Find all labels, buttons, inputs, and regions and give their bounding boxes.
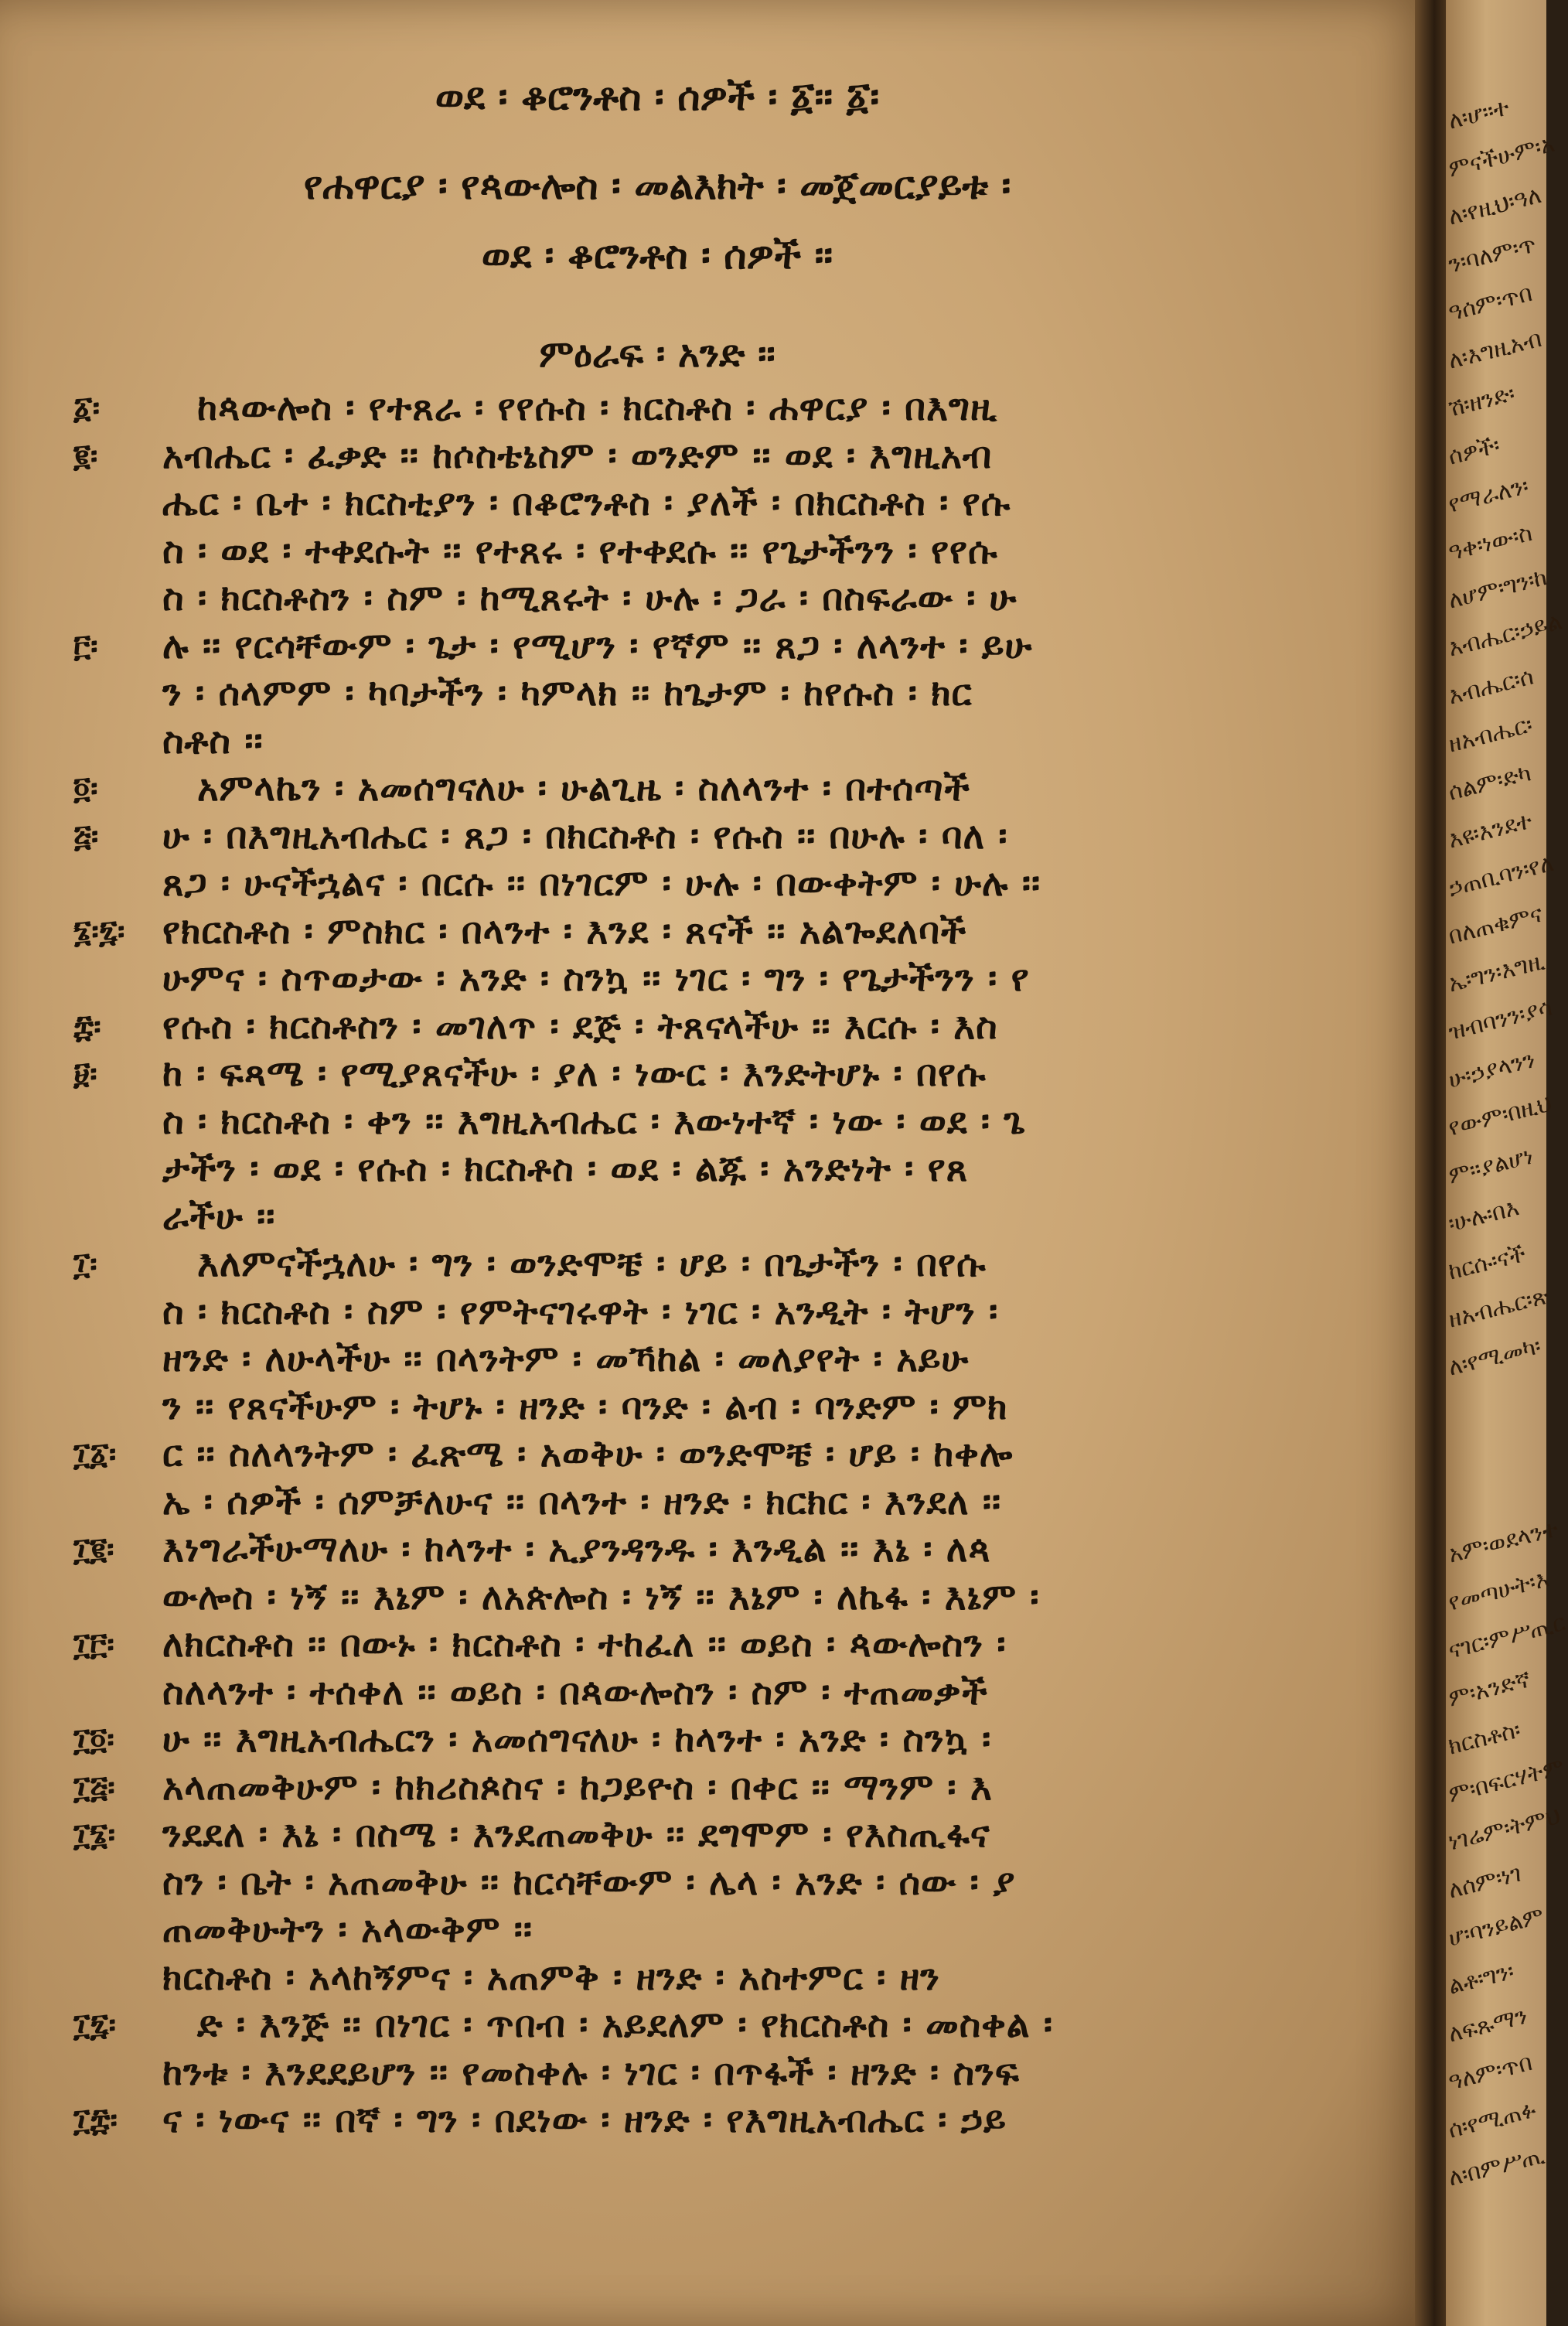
text-line: የክርስቶስ ፡ ምስክር ፡ በላንተ ፡ እንደ ፡ ጸናች ፡፡ አልጐደለባች bbox=[162, 909, 967, 953]
text-line: ር ፡፡ ስለላንትም ፡ ፈጽሜ ፡ አወቅሁ ፡ ወንድሞቼ ፡ ሆይ ፡ ከቀሎ bbox=[162, 1433, 1014, 1475]
facing-page-line: ፡ሁሉ፡በእ bbox=[1445, 1194, 1522, 1238]
facing-page-line: ም፡አንድኛ bbox=[1445, 1666, 1534, 1713]
facing-page-line: ም፡በፍርሃትም bbox=[1445, 1753, 1567, 1809]
text-line: ታችን ፡ ወደ ፡ የሱስ ፡ ክርስቶስ ፡ ወደ ፡ ልጁ ፡ አንድነት ፡ የጸ bbox=[162, 1148, 969, 1190]
text-line: ስቶስ ፡፡ bbox=[162, 719, 264, 762]
facing-page-line: ናገር፡ምሥጢር bbox=[1445, 1609, 1568, 1665]
facing-page-line: እዩ፡እንደተ bbox=[1445, 807, 1535, 854]
text-line: ጠመቅሁትን ፡ አላውቅም ፡፡ bbox=[162, 1908, 533, 1951]
facing-page-line: ለ፡የሚመካ፡ bbox=[1445, 1332, 1544, 1382]
text-line: ሁ ፡ በእግዚአብሔር ፡ ጸጋ ፡ በክርስቶስ ፡ የሱስ ፡፡ በሁሉ ፡ ባለ ፡ bbox=[162, 814, 1008, 858]
facing-page-line: ምናችሁም፡አ bbox=[1445, 130, 1558, 183]
facing-page-line: ም፡፡ያልሆነ bbox=[1445, 1142, 1536, 1190]
text-line: ንደደለ ፡ እኔ ፡ በስሜ ፡ እንደጠመቅሁ ፡፡ ደግሞም ፡ የእስጢፋና bbox=[162, 1813, 990, 1856]
verse-number: ፲፬፡ bbox=[73, 1721, 114, 1758]
text-line: አላጠመቅሁም ፡ ከክሪስጶስና ፡ ከጋይዮስ ፡ በቀር ፡፡ ማንም ፡ እ bbox=[162, 1765, 993, 1809]
verse-number: ፲፪፡ bbox=[73, 1531, 114, 1567]
verse-number: ፲፯፡ bbox=[73, 2007, 116, 2043]
book-subtitle: ወደ ፡ ቆሮንቶስ ፡ ሰዎች ፡፡ bbox=[481, 232, 833, 278]
facing-page-line: የመጣሁት፡እ bbox=[1445, 1565, 1553, 1617]
text-line: ስን ፡ ቤት ፡ አጠመቅሁ ፡፡ ከርሳቸውም ፡ ሌላ ፡ አንድ ፡ ሰው ፡ ያ bbox=[162, 1860, 1016, 1904]
running-title: ወደ ፡ ቆሮንቶስ ፡ ሰዎች ፡ ፩፡፡ ፩፡ bbox=[435, 73, 880, 119]
text-line: ለክርስቶስ ፡፡ በውኑ ፡ ክርስቶስ ፡ ተከፈለ ፡፡ ወይስ ፡ ጳውሎስን ፡ bbox=[162, 1623, 1007, 1666]
text-line: አብሔር ፡ ፈቃድ ፡፡ ከሶስቴኔስም ፡ ወንድም ፡፡ ወደ ፡ እግዚአብ bbox=[162, 434, 993, 477]
text-line: ስ ፡ ክርስቶስን ፡ ስም ፡ ከሚጸሩት ፡ ሁሉ ፡ ጋራ ፡ በስፍራው ፡ ሁ bbox=[162, 577, 1017, 619]
text-line: ከንቱ ፡ እንደደይሆን ፡፡ የመስቀሉ ፡ ነገር ፡ በጥፋች ፡ ዘንድ ፡ ስንፍ bbox=[162, 2051, 1020, 2094]
facing-page-line: ለሰም፡ነገ bbox=[1445, 1860, 1525, 1905]
text-line: ክርስቶስ ፡ አላከኝምና ፡ አጠምቅ ፡ ዘንድ ፡ አስተምር ፡ ዘን bbox=[162, 1956, 940, 1999]
facing-page-line: ዝብባንን፡ያሳ bbox=[1445, 994, 1556, 1046]
verse-number: ፫፡ bbox=[73, 627, 98, 664]
text-line: ጸጋ ፡ ሁናችኋልና ፡ በርሱ ፡፡ በነገርም ፡ ሁሉ ፡ በውቀትም ፡ ሁሉ ፡፡ bbox=[162, 862, 1041, 905]
text-line: ን ፡፡ የጸናችሁም ፡ ትሆኑ ፡ ዘንድ ፡ ባንድ ፡ ልብ ፡ ባንድም ፡ ምክ bbox=[162, 1385, 1008, 1428]
verse-number: ፲፩፡ bbox=[73, 1436, 117, 1472]
facing-page-line: ሁ፡ኃያላንን bbox=[1445, 1045, 1539, 1094]
text-line: ስ ፡ ክርስቶስ ፡ ስም ፡ የምትናገሩዋት ፡ ነገር ፡ አንዲት ፡ ትሆን ፡ bbox=[162, 1290, 999, 1333]
facing-page-line: ነገሬም፡ትምህ bbox=[1445, 1802, 1564, 1857]
facing-page-line: ለሆም፡ግን፡ከ bbox=[1445, 564, 1550, 615]
text-line: ስ ፡ ክርስቶስ ፡ ቀን ፡፡ እግዚአብሔር ፡ እውነተኛ ፡ ነው ፡ ወደ ፡ ጌ bbox=[162, 1100, 1027, 1143]
verse-number: ፱፡ bbox=[73, 1056, 97, 1092]
text-line: ሉ ፡፡ የርሳቸውም ፡ ጌታ ፡ የሚሆን ፡ የኛም ፡፡ ጸጋ ፡ ለላንተ ፡ ይሁ bbox=[162, 624, 1033, 667]
facing-page-line: ለ፡እግዚአብ bbox=[1445, 325, 1545, 375]
facing-page-line: ሽ፡ዘንድ፡ bbox=[1445, 380, 1518, 423]
verse-number: ፲፮፡ bbox=[73, 1816, 116, 1853]
facing-page-line: በለጠቁምና bbox=[1445, 900, 1546, 950]
facing-page-line: የውም፡በዚህ bbox=[1445, 1090, 1555, 1142]
verse-number: ፲፰፡ bbox=[73, 2102, 118, 2138]
text-line: እነግራችሁማለሁ ፡ ከላንተ ፡ ኢያንዳንዱ ፡ እንዲል ፡፡ እኔ ፡ ለጳ bbox=[162, 1528, 991, 1571]
text-line: ውሎስ ፡ ነኝ ፡፡ እኔም ፡ ለአጵሎስ ፡ ነኝ ፡፡ እኔም ፡ ለኬፋ ፡ እኔም ፡ bbox=[162, 1575, 1040, 1618]
verse-number: ፮፡፯፡ bbox=[73, 912, 125, 950]
facing-page-line: ክርስቶስ፡ bbox=[1445, 1716, 1524, 1761]
text-line: ከ ፡ ፍጻሜ ፡ የሚያጸናችሁ ፡ ያለ ፡ ነውር ፡ እንድትሆኑ ፡ በየሱ bbox=[162, 1052, 987, 1095]
text-line: ኤ ፡ ሰዎች ፡ ሰምቻለሁና ፡፡ በላንተ ፡ ዘንድ ፡ ክርክር ፡ እንደለ ፡፡ bbox=[162, 1480, 1002, 1523]
facing-page-line: ከርሱ፡ናች bbox=[1445, 1240, 1529, 1286]
verse-number: ፲፡ bbox=[73, 1246, 97, 1282]
facing-page-line: ለፍጹማን bbox=[1445, 2002, 1531, 2048]
verse-number: ፬፡ bbox=[73, 770, 98, 807]
facing-page-line: እብሔር፡ኃይል bbox=[1445, 608, 1565, 663]
chapter-heading: ምዕራፍ ፡ አንድ ፡፡ bbox=[539, 333, 775, 376]
facing-page-line: ሰዎች፡ bbox=[1445, 431, 1503, 471]
facing-page-line: ልቶ፡ግን፡ bbox=[1445, 1957, 1517, 2000]
verse-number: ፩፡ bbox=[73, 390, 101, 426]
facing-page-line: ዘአብሔር፡ bbox=[1445, 711, 1536, 759]
facing-page-line: ለ፡በምሥጢ bbox=[1445, 2141, 1548, 2192]
text-line: ራችሁ ፡፡ bbox=[162, 1195, 276, 1238]
text-line: ዘንድ ፡ ለሁላችሁ ፡፡ በላንትም ፡ መኻከል ፡ መለያየት ፡ አይሁ bbox=[162, 1338, 970, 1380]
text-line: ስለላንተ ፡ ተሰቀለ ፡፡ ወይስ ፡ በጳውሎስን ፡ ስም ፡ ተጠመቃች bbox=[162, 1670, 988, 1714]
facing-page-line: እብሔር፡ሰ bbox=[1445, 663, 1536, 711]
text-line: ስ ፡ ወደ ፡ ተቀደሱት ፡፡ የተጸሩ ፡ የተቀደሱ ፡፡ የጌታችንን ፡ የየሱ bbox=[162, 529, 998, 572]
verse-number: ፲፭፡ bbox=[73, 1768, 115, 1806]
facing-page-line: ን፡ባለም፡ጥ bbox=[1445, 230, 1539, 279]
verse-number: ፭፡ bbox=[73, 817, 99, 854]
text-line: ከጳውሎስ ፡ የተጸራ ፡ የየሱስ ፡ ክርስቶስ ፡ ሐዋርያ ፡ በእግዚ bbox=[197, 387, 998, 429]
text-line: ድ ፡ እንጅ ፡፡ በነገር ፡ ጥበብ ፡ አይደለም ፡ የክርስቶስ ፡ መስቀል ፡ bbox=[197, 2004, 1053, 2046]
text-line: ን ፡ ሰላምም ፡ ካባታችን ፡ ካምላክ ፡፡ ከጌታም ፡ ከየሱስ ፡ ክር bbox=[162, 672, 973, 715]
facing-page-line: አም፡ወደላንተ bbox=[1445, 1515, 1561, 1569]
text-line: እለምናችኋለሁ ፡ ግን ፡ ወንድሞቼ ፡ ሆይ ፡ በጌታችን ፡ በየሱ bbox=[197, 1243, 987, 1285]
facing-page-line: የማራለን፡ bbox=[1445, 472, 1532, 519]
verse-number: ፲፫፡ bbox=[73, 1626, 114, 1663]
facing-page-line: ኃጠቢባን፡የለ bbox=[1445, 849, 1556, 902]
text-line: የሱስ ፡ ክርስቶስን ፡ መገለጥ ፡ ደጅ ፡ ትጸናላችሁ ፡፡ እርሱ ፡ እስ bbox=[162, 1004, 998, 1048]
text-line: ሔር ፡ ቤተ ፡ ክርስቲያን ፡ በቆሮንቶስ ፡ ያለች ፡ በክርስቶስ ፡ የሱ bbox=[162, 482, 1011, 524]
facing-page-line: ዓቀ፡ነው፡ስ bbox=[1445, 519, 1536, 567]
text-line: አምላኬን ፡ አመሰግናለሁ ፡ ሁልጊዜ ፡ ስለላንተ ፡ በተሰጣች bbox=[197, 767, 970, 810]
verse-number: ፰፡ bbox=[73, 1008, 101, 1045]
facing-page-line: ሰልም፡ድካ bbox=[1445, 759, 1534, 807]
facing-page-line: ዓለም፡ጥበ bbox=[1445, 2048, 1536, 2096]
facing-page-line: ለ፡ሆ፡፡ተ bbox=[1445, 94, 1512, 135]
verse-number: ፪፡ bbox=[73, 437, 98, 474]
facing-page-line: ኤ፡ግን፡እግዚ bbox=[1445, 947, 1548, 998]
text-line: ና ፡ ነውና ፡፡ በኛ ፡ ግን ፡ በደነው ፡ ዘንድ ፡ የእግዚአብሔር ፡ ኃይ bbox=[162, 2099, 1007, 2141]
facing-page-line: ለ፡የዚህ፡ዓለ bbox=[1445, 181, 1544, 231]
facing-page bbox=[1445, 0, 1568, 2326]
facing-page-line: ሆ፡ባንይልም bbox=[1445, 1902, 1547, 1953]
text-line: ሁ ፡፡ እግዚአብሔርን ፡ አመሰግናለሁ ፡ ከላንተ ፡ አንድ ፡ ስንኳ ፡ bbox=[162, 1718, 992, 1761]
facing-page-line: ዓሰም፡ጥበ bbox=[1445, 279, 1536, 327]
facing-page-line: ዘአብሔር፡ጽ bbox=[1445, 1282, 1552, 1334]
book-title: የሐዋርያ ፡ የጳውሎስ ፡ መልእክት ፡ መጀመርያይቱ ፡ bbox=[303, 162, 1011, 208]
text-line: ሁምና ፡ ስጥወታው ፡ አንድ ፡ ስንኳ ፡፡ ነገር ፡ ግን ፡ የጌታችንን ፡ የ bbox=[162, 957, 1030, 1000]
facing-page-line: ሰ፡የሚጠፉ bbox=[1445, 2096, 1539, 2144]
